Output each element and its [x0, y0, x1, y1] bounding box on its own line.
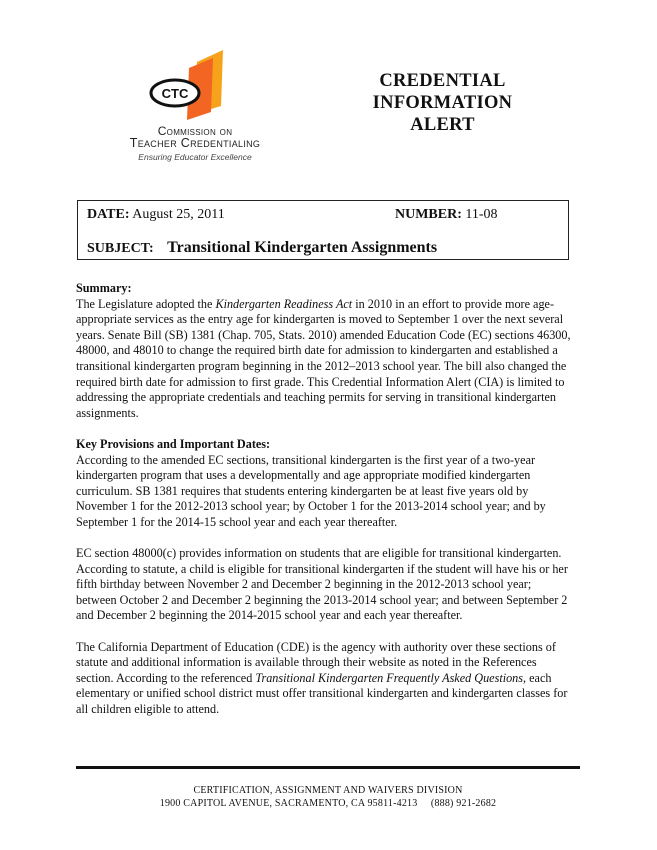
footer-division: CERTIFICATION, ASSIGNMENT AND WAIVERS DIVISION	[193, 785, 463, 796]
logo-abbr: CTC	[161, 86, 189, 101]
document-body	[76, 281, 571, 733]
provisions-heading: Key Provisions and Important Dates:	[76, 436, 271, 451]
provisions-paragraph-1: According to the amended EC sections, transitional kindergarten is the first year of a two-year kindergarten program that uses a developmentally and age appropriate modified kindergarten curriculum. SB 1381 requires that students entering kindergarten be at least five years old by November 1 for the 2012-2013 school year; by October 1 for the 2013-2014 school year; and by September 1 for the 2014-15 school year and each year thereafter.	[76, 452, 546, 529]
logo-name-line1: Commission on	[157, 124, 233, 138]
provisions-paragraph-2: EC section 48000(c) provides information on students that are eligible for transitional kindergarten. According to statute, a child is eligible for transitional kindergarten if the student will have his or her fifth birthday between November 2 and December 2 beginning in the 2012-2013 school year; between October 2 and December 2 beginning the 2013-2014 school year; and between September 2 and December 2 beginning the 2014-2015 school year and each year thereafter.	[76, 546, 568, 623]
footer-rule	[76, 766, 580, 769]
logo-tagline: Ensuring Educator Excellence	[138, 152, 252, 162]
title-line-1: CREDENTIAL	[379, 71, 506, 91]
title-line-3: ALERT	[410, 115, 475, 135]
number-label: NUMBER:	[395, 207, 462, 222]
summary-heading: Summary:	[76, 281, 132, 295]
info-box	[77, 200, 569, 260]
summary-paragraph: The Legislature adopted the Kindergarten Readiness Act in 2010 in an effort to provide more age-appropriate services as the entry age for kindergarten is moved to September 1 over the next several years. Senate Bill (SB) 1381 (Chap. 705, Stats. 2010) amended Education Code (EC) sections 46300, 48000, and 48010 to change the required birth date for admission to kindergarten and established a transitional kindergarten program beginning in the 2012–2013 school year. The bill also changed the required birth date for admission to first grade. This Credential Information Alert (CIA) is limited to addressing the appropriate credentials and teaching permits for serving in transitional kindergarten assignments.	[76, 296, 571, 420]
ctc-logo-graphic	[145, 48, 245, 124]
subject-row	[87, 239, 437, 257]
number-row	[395, 207, 498, 223]
title-line-2: INFORMATION	[372, 93, 513, 113]
faq-title: Transitional Kindergarten Frequently Asked Questions	[255, 670, 524, 685]
footer-address: 1900 CAPITOL AVENUE, SACRAMENTO, CA 95811-4213 (888) 921-2682	[159, 798, 497, 809]
document-title	[335, 70, 550, 136]
ctc-logo	[100, 48, 290, 168]
date-label: DATE:	[87, 207, 130, 222]
subject-value: Transitional Kindergarten Assignments	[167, 239, 438, 256]
provisions-paragraph-3: The California Department of Education (CDE) is the agency with authority over these sections of statute and additional information is available through their website as noted in the References section. According to the referenced Transitional Kindergarten Frequently Asked Questions, each elementary or unified school district must offer transitional kindergarten and kindergarten classes for all children eligible to attend.	[76, 639, 568, 717]
number-value: 11-08	[465, 207, 498, 222]
subject-label: SUBJECT:	[87, 241, 154, 256]
logo-name-line2: Teacher Credentialing	[129, 136, 261, 150]
date-value: August 25, 2011	[132, 207, 225, 222]
act-name: Kindergarten Readiness Act	[215, 296, 353, 311]
date-row	[87, 207, 225, 223]
